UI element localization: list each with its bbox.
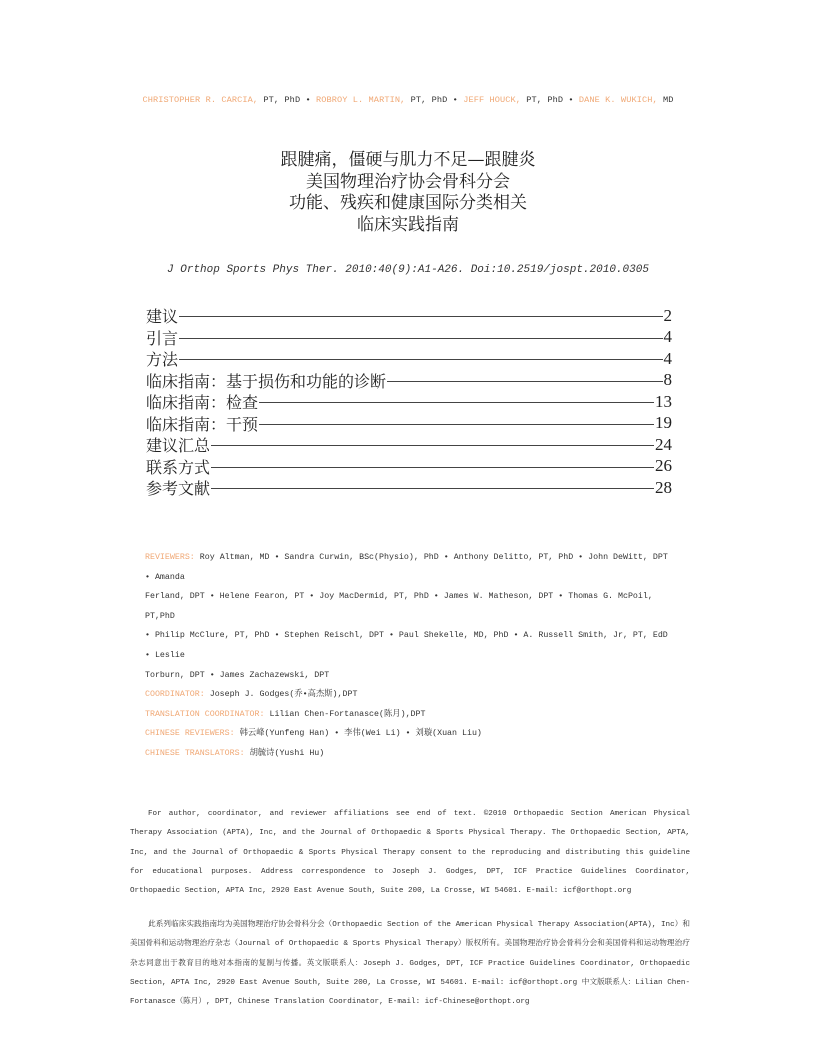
chinese-translators-label: CHINESE TRANSLATORS: [145, 748, 245, 758]
toc-page: 4 [663, 348, 672, 368]
credits-section [145, 548, 675, 764]
toc-leader [179, 359, 662, 360]
toc-entry[interactable] [146, 477, 672, 499]
toc-entry[interactable] [146, 348, 672, 370]
bullet-separator: • [563, 95, 579, 105]
toc-label: 临床指南：干预 [146, 414, 259, 434]
reviewers-label: REVIEWERS: [145, 553, 195, 562]
toc-leader [211, 467, 654, 468]
reviewers-line [145, 548, 675, 587]
toc-entry[interactable] [146, 456, 672, 478]
toc-leader [387, 381, 662, 382]
toc-page: 8 [663, 370, 672, 390]
chinese-translators-text: 胡毓诗(Yushi Hu) [244, 748, 325, 758]
copyright-chinese [130, 916, 690, 1012]
toc-label: 建议汇总 [146, 436, 211, 456]
table-of-contents [146, 305, 672, 499]
toc-leader [179, 338, 662, 339]
citation: J Orthop Sports Phys Ther. 2010:40(9):A1-A26. Doi:10.2519/jospt.2010.0305 [167, 264, 649, 276]
author-line [0, 95, 816, 105]
translation-coordinator-line [145, 705, 675, 725]
copyright-english-text: For author, coordinator, and reviewer affiliations see end of text. ©2010 Orthopaedic Section American Physical Therapy Association (APTA), Inc, and the Journal of Orthopaedic & Sports Physical Therapy. The Orthopaedic Section, APTA, Inc, and the Journal of Orthopaedic & Sports Physical Therapy consent to the reproducing and distributing this guideline for educational purposes. Address correspondence to Joseph J. Godges, DPT, ICF Practice Guidelines Coordinator, Orthopaedic Section, APTA Inc, 2920 East Avenue South, Suite 200, La Crosse, WI 54601. E-mail: icf@orthopt.org [130, 810, 690, 896]
toc-entry[interactable] [146, 413, 672, 435]
toc-leader [179, 316, 662, 317]
author-name: CHRISTOPHER R. CARCIA, [142, 95, 259, 105]
title-line: 美国物理治疗协会骨科分会 [306, 171, 510, 192]
toc-label: 方法 [146, 350, 179, 370]
reviewers-line: Ferland, DPT • Helene Fearon, PT • Joy MacDermid, PT, PhD • James W. Matheson, DPT • Thomas G. McPoil, PT,PhD [145, 592, 653, 621]
toc-leader [259, 402, 654, 403]
chinese-translators-line [145, 744, 675, 764]
author-credentials: PT, PhD [405, 95, 448, 105]
toc-entry[interactable] [146, 391, 672, 413]
bullet-separator: • [447, 95, 464, 105]
reviewers-text: Roy Altman, MD • Sandra Curwin, BSc(Physio), PhD • Anthony Delitto, PT, PhD • John DeWitt, DPT • Amanda [145, 553, 668, 582]
author-name: ROBROY L. MARTIN, [315, 95, 406, 105]
author-credentials: PT, PhD [258, 95, 301, 105]
toc-leader [259, 424, 654, 425]
chinese-reviewers-text: 韩云峰(Yunfeng Han) • 李伟(Wei Li) • 刘璇(Xuan Liu) [234, 729, 482, 739]
title-line: 临床实践指南 [357, 214, 459, 235]
author-credentials: MD [657, 95, 674, 105]
coordinator-label: COORDINATOR: [145, 690, 205, 700]
toc-entry[interactable] [146, 434, 672, 456]
toc-page: 13 [655, 391, 672, 411]
toc-label: 临床指南：检查 [146, 393, 259, 413]
copyright-chinese-text: 此系列临床实践指南均为美国物理治疗协会骨科分会（Orthopaedic Section of the American Physical Therapy Association(APTA), Inc）和美国骨科和运动物理治疗杂志（Journal of Orthopaedic & Sports Physical Therapy）版权所有。美国物理治疗协会骨科分会和美国骨科和运动物理治疗杂志同意出于教育目的地对本指南的复制与传播。英文版联系人：Joseph J. Godges, DPT, ICF Practice Guidelines Coordinator, Orthopaedic Section, APTA Inc, 2920 East Avenue South, Suite 200, La Crosse, WI 54601. E-mail: icf@orthopt.org 中文版联系人：Lilian Chen-Fortanasce（陈月）, DPT, Chinese Translation Coordinator, E-mail: icf-Chinese@orthopt.org [130, 921, 690, 1007]
coordinator-text: Joseph J. Godges(乔•高杰斯),DPT [204, 690, 358, 700]
toc-page: 19 [655, 413, 672, 433]
title-line: 跟腱痛，僵硬与肌力不足—跟腱炎 [280, 150, 536, 170]
author-name: JEFF HOUCK, [463, 95, 522, 105]
coordinator-line [145, 685, 675, 705]
toc-entry[interactable] [146, 305, 672, 327]
toc-entry[interactable] [146, 327, 672, 349]
toc-page: 28 [655, 477, 672, 497]
toc-label: 联系方式 [146, 457, 211, 477]
toc-page: 24 [655, 434, 672, 454]
toc-page: 2 [663, 305, 672, 325]
toc-label: 引言 [146, 328, 179, 348]
copyright-english [130, 805, 690, 901]
toc-label: 建议 [146, 307, 179, 327]
bullet-separator: • [300, 95, 316, 105]
reviewers-line: • Philip McClure, PT, PhD • Stephen Reischl, DPT • Paul Shekelle, MD, PhD • A. Russell Smith, Jr, PT, EdD • Leslie [145, 631, 668, 660]
toc-entry[interactable] [146, 370, 672, 392]
toc-label: 临床指南：基于损伤和功能的诊断 [146, 371, 387, 391]
translation-coordinator-label: TRANSLATION COORDINATOR: [145, 709, 265, 719]
chinese-reviewers-line [145, 724, 675, 744]
toc-leader [211, 488, 654, 489]
translation-coordinator-text: Lilian Chen-Fortanasce(陈月),DPT [264, 709, 426, 719]
chinese-reviewers-label: CHINESE REVIEWERS: [145, 729, 235, 739]
toc-label: 参考文献 [146, 479, 211, 499]
author-name: DANE K. WUKICH, [578, 95, 658, 105]
author-credentials: PT, PhD [521, 95, 564, 105]
toc-leader [211, 445, 654, 446]
toc-page: 4 [663, 327, 672, 347]
document-title [0, 150, 816, 236]
title-line: 功能、残疾和健康国际分类相关 [289, 193, 527, 213]
toc-page: 26 [655, 456, 672, 476]
reviewers-line: Torburn, DPT • James Zachazewski, DPT [145, 670, 330, 680]
